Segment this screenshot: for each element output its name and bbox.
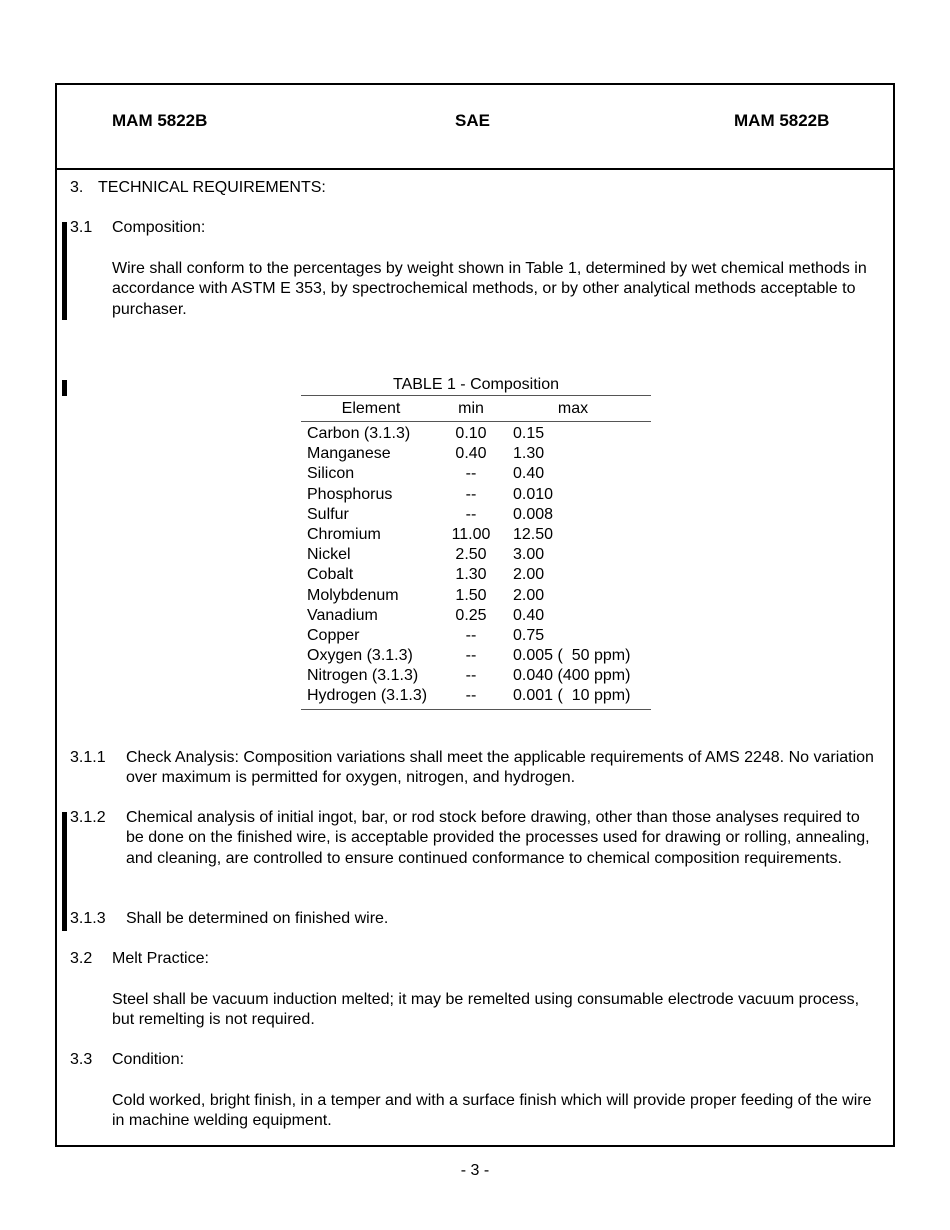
max-cell: 2.00 (513, 566, 545, 584)
column-header-element: Element (341, 400, 401, 417)
min-cell: -- (465, 485, 477, 503)
element-cell: Vanadium (307, 606, 378, 624)
max-cell: 0.40 (513, 465, 545, 483)
table-row (301, 565, 651, 585)
min-cell: 1.50 (455, 586, 487, 604)
table-row (301, 525, 651, 545)
max-cell: 0.008 (513, 505, 554, 523)
table-row (301, 646, 651, 666)
element-cell: Molybdenum (307, 586, 399, 604)
table-row (301, 444, 651, 464)
subsection-number: 3.1.1 (70, 749, 106, 766)
table-row (301, 485, 651, 505)
section-title: TECHNICAL REQUIREMENTS: (98, 179, 326, 196)
element-cell: Nickel (307, 546, 351, 564)
max-cell: 0.15 (513, 425, 545, 442)
element-cell: Silicon (307, 465, 355, 483)
min-cell: -- (465, 647, 477, 665)
table-caption: TABLE 1 - Composition (393, 376, 559, 393)
element-cell: Phosphorus (307, 485, 393, 503)
table-row (301, 505, 651, 525)
min-cell: 0.10 (455, 425, 487, 442)
composition-paragraph: Wire shall conform to the percentages by weight shown in Table 1, determined by wet chemical methods in accordance with ASTM E 353, by spectrochemical methods, or by other analytical methods acceptable to purchaser. (112, 260, 867, 318)
subsection-number: 3.3 (70, 1051, 93, 1068)
element-cell: Sulfur (307, 505, 349, 523)
table-bottom-rule (301, 709, 651, 710)
table-header-rule (301, 421, 651, 422)
min-cell: 2.50 (455, 546, 487, 564)
min-cell: 11.00 (451, 525, 491, 543)
max-cell: 3.00 (513, 546, 545, 564)
min-cell: -- (465, 465, 477, 483)
page-number: - 3 - (460, 1162, 490, 1179)
column-header-max: max (557, 400, 589, 417)
max-cell: 0.040 (400 ppm) (513, 667, 631, 685)
subsection-number: 3.2 (70, 950, 93, 967)
max-cell: 0.010 (513, 485, 554, 503)
min-cell: -- (465, 687, 477, 705)
subsection-number: 3.1.3 (70, 910, 106, 927)
revision-bar (62, 222, 67, 320)
header-org: SAE (455, 111, 490, 130)
min-cell: -- (465, 626, 477, 644)
check-analysis-paragraph: Check Analysis: Composition variations shall meet the applicable requirements of AMS 2248. No variation over maximum is permitted for oxygen, nitrogen, and hydrogen. (126, 749, 874, 787)
table-row (301, 545, 651, 565)
subsection-number: 3.1.2 (70, 809, 106, 826)
header-doc-id-left: MAM 5822B (112, 111, 208, 130)
max-cell: 1.30 (513, 445, 545, 463)
max-cell: 2.00 (513, 586, 545, 604)
element-cell: Hydrogen (3.1.3) (307, 687, 428, 705)
min-cell: 0.25 (455, 606, 487, 624)
melt-practice-paragraph: Steel shall be vacuum induction melted; it may be remelted using consumable electrode vacuum process, but remelting is not required. (112, 991, 860, 1029)
table-header-row (301, 396, 651, 421)
subsection-title: Composition: (112, 219, 206, 236)
element-cell: Cobalt (307, 566, 354, 584)
min-cell: -- (465, 667, 477, 685)
subsection-number: 3.1 (70, 219, 93, 236)
table-row (301, 686, 651, 706)
document-header (57, 85, 893, 170)
table-row (301, 464, 651, 484)
max-cell: 0.40 (513, 606, 545, 624)
column-header-min: min (458, 400, 484, 417)
max-cell: 0.001 ( 10 ppm) (513, 687, 631, 705)
subsection-title: Melt Practice: (112, 950, 209, 967)
max-cell: 0.005 ( 50 ppm) (513, 647, 631, 665)
min-cell: -- (465, 505, 477, 523)
section-number: 3. (70, 179, 84, 196)
condition-paragraph: Cold worked, bright finish, in a temper and with a surface finish which will provide proper feeding of the wire in machine welding equipment. (112, 1092, 872, 1130)
table-row (301, 424, 651, 444)
element-cell: Chromium (307, 525, 381, 543)
element-cell: Manganese (307, 445, 391, 463)
subsection-title: Condition: (112, 1051, 185, 1068)
min-cell: 1.30 (455, 566, 487, 584)
max-cell: 0.75 (513, 626, 545, 644)
page-frame (55, 83, 895, 1147)
header-doc-id-right: MAM 5822B (734, 111, 830, 130)
max-cell: 12.50 (513, 525, 554, 543)
revision-bar (62, 812, 67, 931)
composition-table (301, 375, 651, 710)
table-row (301, 606, 651, 626)
element-cell: Nitrogen (3.1.3) (307, 667, 419, 685)
chemical-analysis-paragraph: Chemical analysis of initial ingot, bar, or rod stock before drawing, other than those analyses required to be done on the finished wire, is acceptable provided the processes used for drawing or rolling, annealing, and cleaning, are controlled to ensure continued conformance to chemical composition requirements. (126, 809, 870, 867)
table-row (301, 586, 651, 606)
table-row (301, 666, 651, 686)
table-row (301, 626, 651, 646)
element-cell: Oxygen (3.1.3) (307, 647, 413, 665)
finished-wire-note: Shall be determined on finished wire. (126, 910, 389, 927)
element-cell: Carbon (3.1.3) (307, 425, 411, 442)
element-cell: Copper (307, 626, 360, 644)
revision-bar (62, 380, 67, 396)
min-cell: 0.40 (455, 445, 487, 463)
